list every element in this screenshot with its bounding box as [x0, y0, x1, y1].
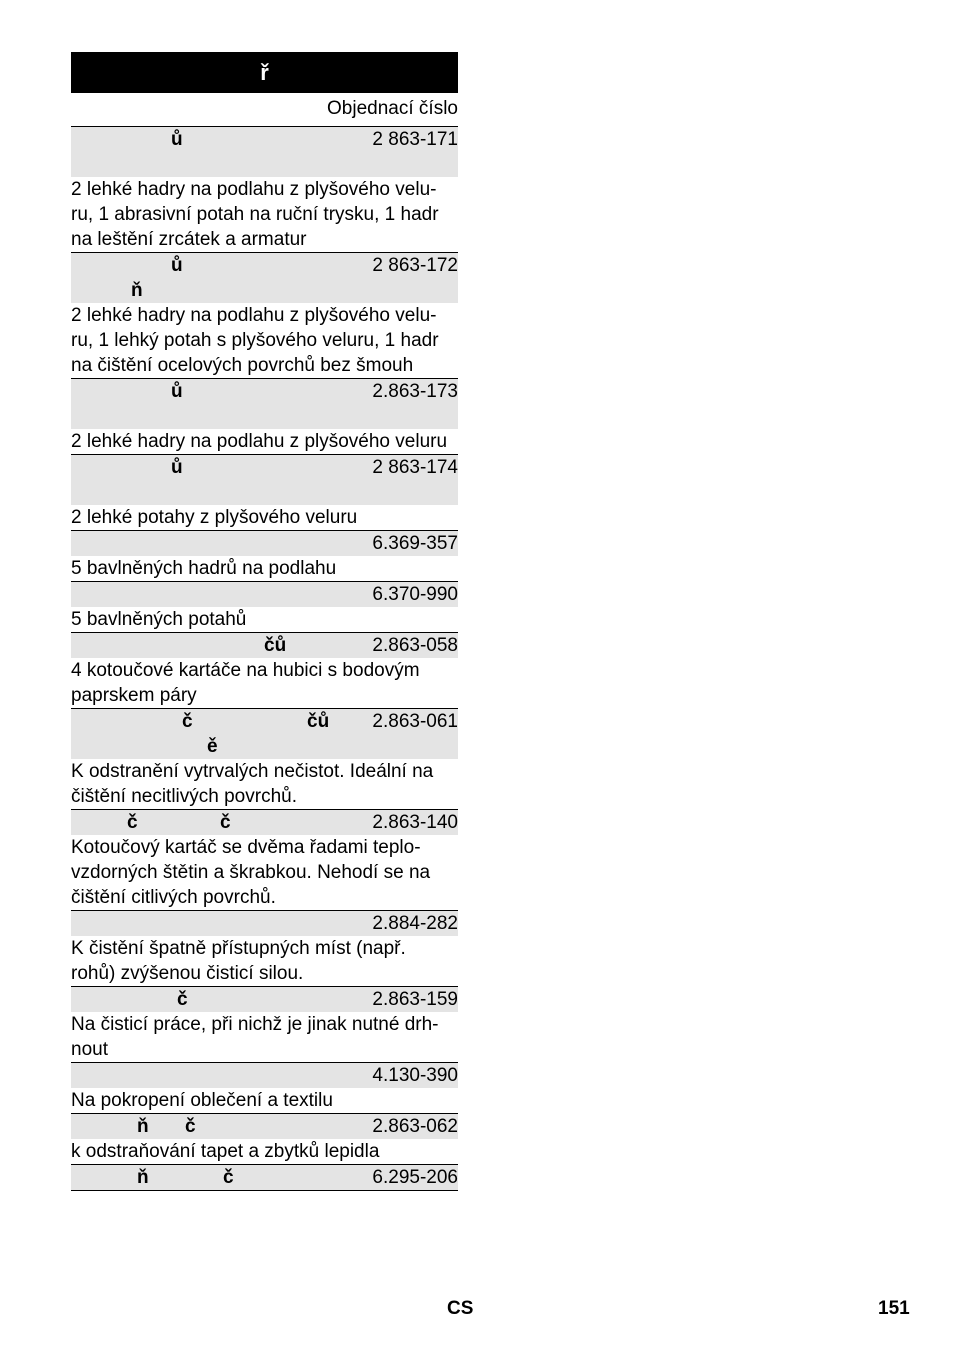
accessory-name-row	[71, 1063, 458, 1088]
accessory-name-row	[71, 709, 458, 759]
accessory-name-glyph: ě	[207, 736, 218, 757]
accessory-name-glyph: ů	[171, 255, 183, 276]
accessory-entry	[71, 911, 458, 987]
accessory-description-line: 2 lehké hadry na podlahu z plyšového velu-	[71, 179, 437, 200]
accessory-name-row	[71, 633, 458, 658]
accessory-description-line: vzdorných štětin a škrabkou. Nehodí se na	[71, 862, 431, 883]
section-title: ř	[71, 52, 458, 93]
accessory-name-glyph: č	[185, 1116, 196, 1137]
accessory-description-line: 2 lehké hadry na podlahu z plyšového veluru	[71, 431, 448, 452]
accessory-description-line: 5 bavlněných potahů	[71, 609, 247, 630]
order-number-column-header: Objednací číslo	[71, 93, 458, 127]
accessory-name-row	[71, 582, 458, 607]
accessory-name-line	[71, 278, 458, 303]
accessory-name-row	[71, 810, 458, 835]
accessory-description-line: Na čisticí práce, při nichž je jinak nutné drh-	[71, 1014, 439, 1035]
order-number: 6.369-357	[372, 533, 458, 554]
accessory-entry	[71, 379, 458, 455]
accessory-entry	[71, 455, 458, 531]
language-code: CS	[447, 1298, 474, 1319]
accessory-name-glyph: č	[177, 989, 188, 1010]
accessory-name-glyph: čů	[264, 635, 287, 656]
accessory-name-line	[71, 404, 458, 429]
accessory-description-line: 2 lehké potahy z plyšového veluru	[71, 507, 358, 528]
accessory-name-glyph: čů	[307, 711, 330, 732]
accessory-entry	[71, 987, 458, 1063]
accessory-name-row	[71, 1114, 458, 1139]
accessory-entry	[71, 127, 458, 253]
order-number: 2.863-062	[372, 1116, 458, 1137]
accessory-entry	[71, 531, 458, 582]
accessory-name-row	[71, 987, 458, 1012]
accessory-entry	[71, 253, 458, 379]
accessory-name-row	[71, 531, 458, 556]
accessory-description-line: na leštění zrcátek a armatur	[71, 229, 307, 250]
accessory-description-line: ru, 1 lehký potah s plyšového veluru, 1 hadr	[71, 330, 439, 351]
accessory-description-line: nout	[71, 1039, 108, 1060]
accessory-name-glyph: ň	[137, 1116, 149, 1137]
accessory-list	[71, 127, 458, 1191]
order-number: 4.130-390	[372, 1065, 458, 1086]
accessory-name-glyph: č	[223, 1167, 234, 1188]
order-number: 2.863-140	[372, 812, 458, 833]
accessory-entry	[71, 709, 458, 810]
accessory-name-glyph: ů	[171, 457, 183, 478]
order-number: 6.295-206	[372, 1167, 458, 1188]
accessory-name-row	[71, 455, 458, 505]
accessory-description-line: K čistění špatně přístupných míst (např.	[71, 938, 406, 959]
order-number: 2 863-171	[372, 129, 458, 150]
order-number: 2.863-159	[372, 989, 458, 1010]
accessory-description-line: Na pokropení oblečení a textilu	[71, 1090, 333, 1111]
accessory-name-glyph: č	[220, 812, 231, 833]
accessory-description-line: paprskem páry	[71, 685, 197, 706]
accessory-description-line: čištění citlivých povrchů.	[71, 887, 276, 908]
order-number: 2.884-282	[372, 913, 458, 934]
accessory-name-row	[71, 911, 458, 936]
accessory-entry	[71, 1063, 458, 1114]
accessory-description-line: k odstraňování tapet a zbytků lepidla	[71, 1141, 380, 1162]
accessory-description-line: Kotoučový kartáč se dvěma řadami teplo-	[71, 837, 421, 858]
accessory-description-line: 5 bavlněných hadrů na podlahu	[71, 558, 337, 579]
accessory-description-line: 2 lehké hadry na podlahu z plyšového velu-	[71, 305, 437, 326]
accessory-description-line: 4 kotoučové kartáče na hubici s bodovým	[71, 660, 420, 681]
page-number: 151	[878, 1298, 910, 1319]
accessory-description-line: ru, 1 abrasivní potah na ruční trysku, 1 hadr	[71, 204, 439, 225]
accessory-name-glyph: č	[127, 812, 138, 833]
accessory-entry	[71, 582, 458, 633]
accessory-name-glyph: ň	[137, 1167, 149, 1188]
order-number: 6.370-990	[372, 584, 458, 605]
accessory-name-line	[71, 734, 458, 759]
order-number: 2 863-174	[372, 457, 458, 478]
accessory-entry	[71, 633, 458, 709]
accessory-description-line: K odstranění vytrvalých nečistot. Ideální na	[71, 761, 434, 782]
order-number: 2.863-173	[372, 381, 458, 402]
accessory-entry	[71, 810, 458, 911]
accessory-name-glyph: ň	[131, 280, 143, 301]
accessory-name-line	[71, 480, 458, 505]
accessory-name-row	[71, 253, 458, 303]
accessory-name-row	[71, 1165, 458, 1190]
accessory-description-line: rohů) zvýšenou čisticí silou.	[71, 963, 304, 984]
accessory-name-row	[71, 379, 458, 429]
accessory-description-line: na čištění ocelových povrchů bez šmouh	[71, 355, 414, 376]
order-number: 2.863-061	[372, 711, 458, 732]
accessory-name-glyph: ů	[171, 129, 183, 150]
accessories-table	[71, 52, 458, 1191]
accessory-entry	[71, 1114, 458, 1165]
accessory-name-row	[71, 127, 458, 177]
accessory-name-glyph: ů	[171, 381, 183, 402]
order-number: 2.863-058	[372, 635, 458, 656]
order-number: 2 863-172	[372, 255, 458, 276]
accessory-name-glyph: č	[182, 711, 193, 732]
accessory-description-line: čištění necitlivých povrchů.	[71, 786, 297, 807]
accessory-name-line	[71, 152, 458, 177]
accessory-entry	[71, 1165, 458, 1191]
